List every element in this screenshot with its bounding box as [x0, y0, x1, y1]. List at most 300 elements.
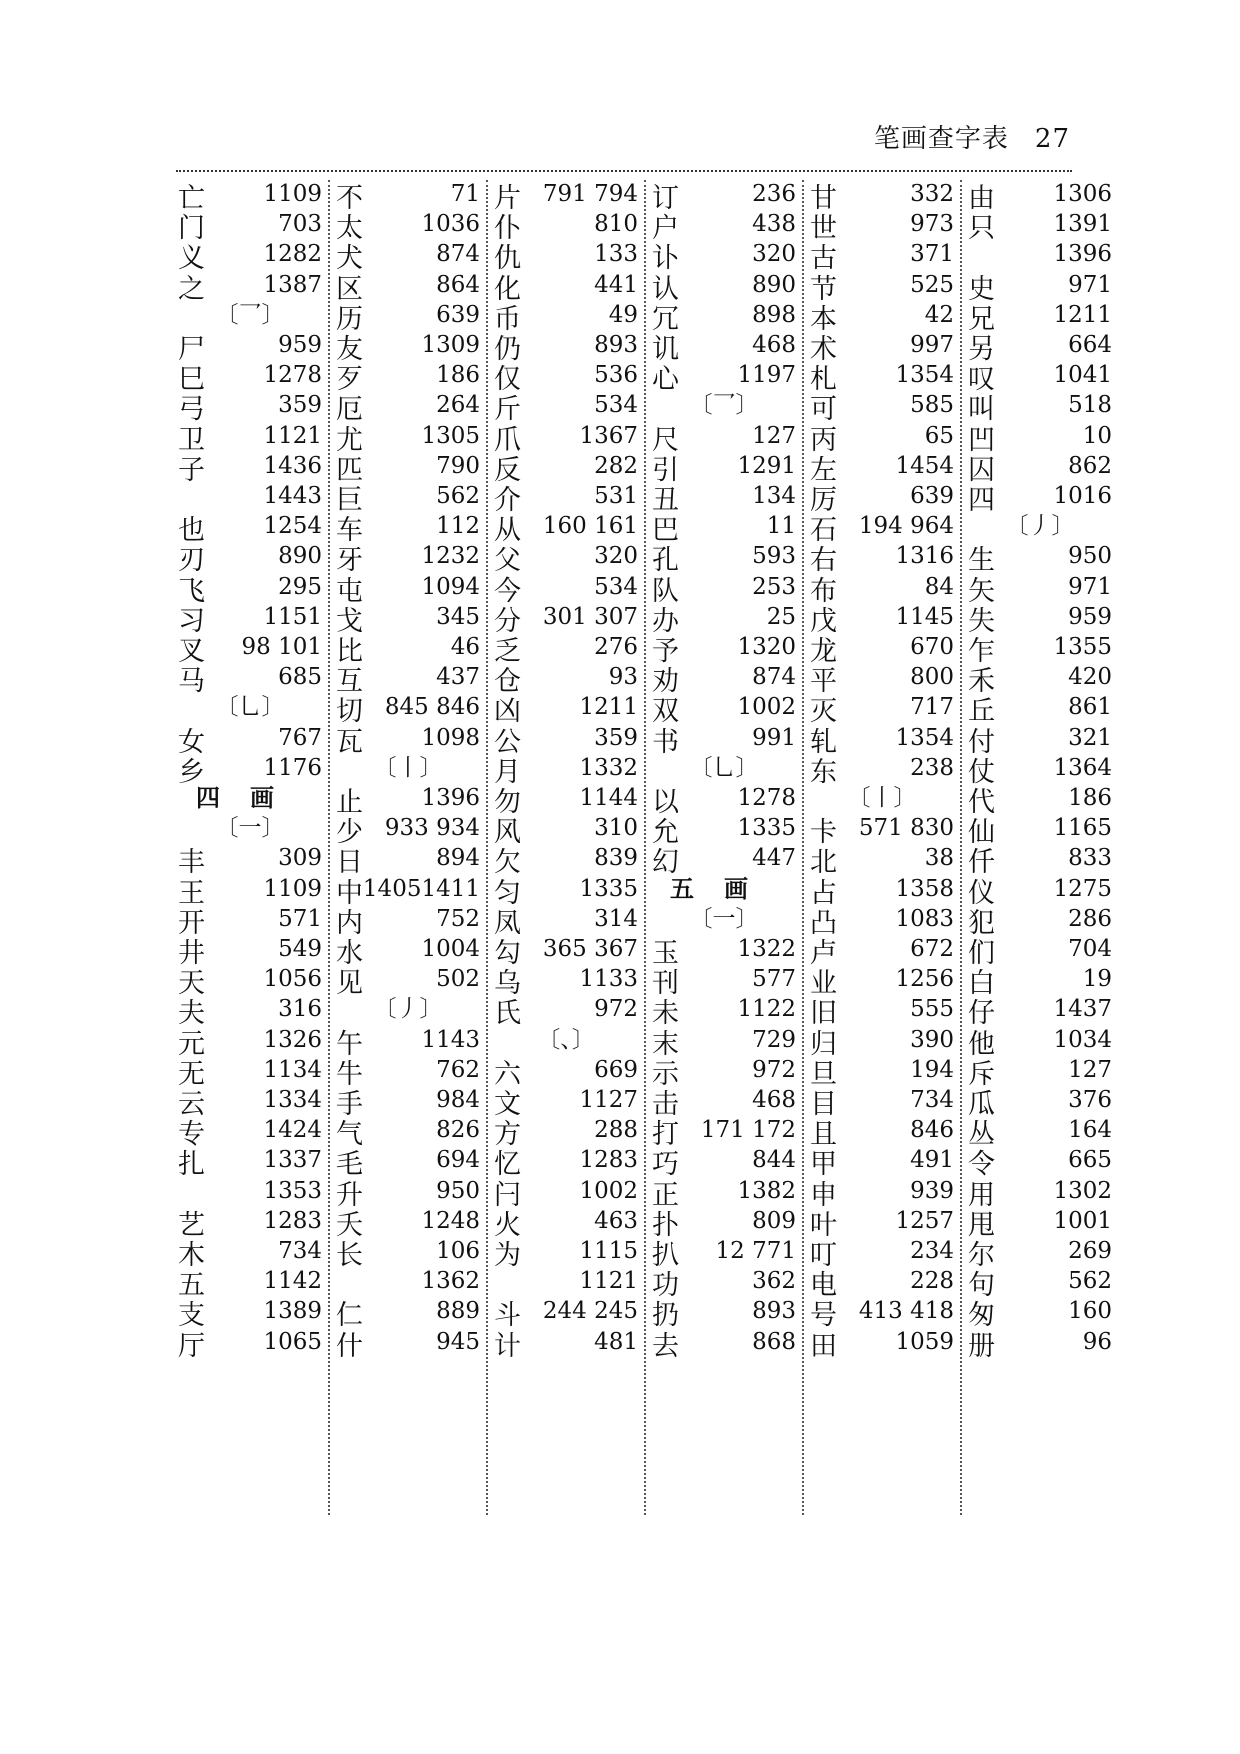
entry-character: 扎 — [178, 1149, 205, 1181]
entry-character: 孔 — [652, 545, 679, 577]
index-entry — [804, 1207, 960, 1241]
entry-character: 札 — [810, 364, 837, 396]
entry-character: 世 — [810, 213, 837, 245]
index-entry — [488, 542, 644, 576]
entry-page-number: 1391 — [1053, 211, 1112, 238]
index-entry — [962, 1207, 1118, 1241]
entry-page-number: 301 307 — [542, 603, 638, 630]
entry-page-number: 359 — [278, 392, 322, 419]
entry-page-number: 1389 — [263, 1298, 322, 1325]
index-entry — [172, 754, 328, 788]
entry-page-number: 1232 — [421, 543, 480, 570]
entry-page-number: 502 — [436, 966, 480, 993]
entry-page-number: 1387 — [263, 271, 322, 298]
entry-page-number: 1133 — [579, 966, 638, 993]
entry-character: 刃 — [178, 545, 205, 577]
entry-character: 末 — [652, 1028, 679, 1060]
entry-page-number: 670 — [910, 634, 954, 660]
entry-character: 父 — [494, 545, 521, 577]
entry-character: 节 — [810, 273, 837, 305]
index-entry — [330, 875, 486, 909]
entry-page-number: 321 — [1068, 724, 1112, 751]
entry-character: 太 — [336, 213, 363, 245]
index-entry — [804, 633, 960, 667]
entry-character: 讣 — [652, 243, 679, 275]
entry-page-number: 84 — [924, 573, 954, 600]
entry-page-number: 893 — [594, 332, 638, 358]
entry-character: 另 — [968, 334, 995, 365]
index-entry — [488, 965, 644, 999]
entry-character: 门 — [178, 213, 205, 245]
entry-character: 氏 — [494, 998, 521, 1030]
index-entry — [804, 995, 960, 1029]
index-entry — [962, 1116, 1118, 1150]
index-entry — [646, 844, 802, 878]
index-entry — [488, 1056, 644, 1090]
index-entry — [804, 754, 960, 788]
entry-character: 止 — [336, 787, 363, 818]
index-entry — [646, 663, 802, 697]
entry-page-number: 234 — [910, 1238, 954, 1264]
index-entry — [962, 210, 1118, 244]
entry-character: 戈 — [336, 605, 363, 637]
entry-character: 予 — [652, 636, 679, 667]
entry-character: 布 — [810, 575, 837, 607]
index-entry — [330, 331, 486, 365]
entry-character: 友 — [336, 334, 363, 365]
entry-page-number: 1326 — [263, 1026, 322, 1053]
entry-page-number: 1358 — [895, 875, 954, 902]
entry-page-number: 762 — [436, 1056, 480, 1083]
entry-page-number: 833 — [1068, 845, 1112, 872]
index-entry — [804, 542, 960, 576]
index-entry — [804, 180, 960, 214]
entry-character: 扔 — [652, 1300, 679, 1332]
entry-character: 冗 — [652, 303, 679, 335]
entry-character: 支 — [178, 1300, 205, 1332]
entry-page-number: 800 — [910, 664, 954, 691]
entry-character: 凶 — [494, 696, 521, 728]
entry-page-number: 1151 — [263, 603, 322, 630]
index-entry — [488, 422, 644, 456]
entry-character: 可 — [810, 394, 837, 426]
entry-character: 术 — [810, 334, 837, 365]
entry-page-number: 868 — [752, 1328, 796, 1355]
index-entry — [804, 1146, 960, 1180]
index-entry — [172, 905, 328, 939]
entry-page-number: 1065 — [263, 1328, 322, 1355]
entry-page-number: 1036 — [421, 211, 480, 238]
entry-page-number: 898 — [752, 301, 796, 328]
stroke-count-heading: 五画 — [670, 874, 778, 903]
index-entry — [172, 875, 328, 909]
entry-page-number: 1098 — [421, 724, 480, 751]
index-entry — [804, 422, 960, 456]
entry-page-number: 790 — [436, 452, 480, 479]
entry-page-number: 1165 — [1053, 815, 1112, 842]
index-entry — [488, 844, 644, 878]
entry-page-number: 1059 — [895, 1328, 954, 1355]
entry-character: 夭 — [336, 1209, 363, 1241]
entry-page-number: 269 — [1068, 1238, 1112, 1264]
index-entry — [804, 965, 960, 999]
index-entry — [646, 1026, 802, 1060]
index-entry — [962, 784, 1118, 818]
entry-character: 打 — [652, 1119, 679, 1151]
entry-character: 什 — [336, 1330, 363, 1362]
index-entry — [804, 1026, 960, 1060]
index-entry — [646, 633, 802, 667]
index-entry — [804, 1056, 960, 1090]
entry-character: 击 — [652, 1089, 679, 1120]
entry-character: 习 — [178, 605, 205, 637]
index-entry — [488, 995, 644, 1029]
entry-page-number: 534 — [594, 392, 638, 419]
index-entry — [172, 210, 328, 244]
index-column — [960, 180, 1118, 1515]
index-entry — [488, 693, 644, 727]
index-entry — [962, 331, 1118, 365]
entry-page-number: 669 — [594, 1056, 638, 1083]
entry-page-number: 1248 — [421, 1207, 480, 1234]
entry-page-number: 1367 — [579, 422, 638, 449]
entry-character: 区 — [336, 273, 363, 305]
radical-section-label: 〔乛〕 — [689, 392, 759, 419]
entry-character: 尸 — [178, 334, 205, 365]
entry-character: 月 — [494, 756, 521, 788]
entry-character: 去 — [652, 1330, 679, 1362]
header-title: 笔画查字表 — [873, 124, 1009, 154]
index-entry — [962, 693, 1118, 727]
entry-page-number: 1254 — [263, 513, 322, 540]
entry-character: 史 — [968, 273, 995, 305]
index-entry — [646, 331, 802, 365]
index-entry — [488, 573, 644, 607]
entry-character: 田 — [810, 1330, 837, 1362]
index-entry — [488, 331, 644, 365]
entry-page-number: 1424 — [263, 1117, 322, 1144]
index-entry — [962, 361, 1118, 395]
entry-page-number: 1335 — [579, 875, 638, 902]
index-entry — [646, 301, 802, 335]
index-entry — [330, 905, 486, 939]
entry-character: 代 — [968, 787, 995, 818]
entry-character: 左 — [810, 454, 837, 486]
entry-page-number: 320 — [752, 241, 796, 268]
entry-character: 未 — [652, 998, 679, 1030]
entry-page-number: 639 — [910, 483, 954, 509]
index-entry — [962, 1297, 1118, 1331]
entry-character: 由 — [968, 183, 995, 214]
index-column — [644, 180, 802, 1515]
entry-page-number: 1121 — [579, 1268, 638, 1295]
radical-section-label: 〔乚〕 — [689, 754, 759, 781]
entry-character: 他 — [968, 1028, 995, 1060]
entry-page-number: 186 — [436, 362, 480, 389]
index-entry — [646, 512, 802, 546]
entry-character: 仔 — [968, 998, 995, 1030]
index-entry — [962, 995, 1118, 1029]
index-entry — [646, 693, 802, 727]
entry-character: 仗 — [968, 756, 995, 788]
entry-character: 无 — [178, 1058, 205, 1090]
entry-page-number: 518 — [1068, 392, 1112, 419]
entry-character: 欠 — [494, 847, 521, 879]
entry-character: 厄 — [336, 394, 363, 426]
index-entry — [172, 1328, 328, 1362]
entry-page-number: 253 — [752, 573, 796, 600]
index-entry — [646, 1297, 802, 1331]
entry-page-number: 950 — [436, 1177, 480, 1204]
entry-page-number: 314 — [594, 905, 638, 932]
entry-page-number: 1034 — [1053, 1026, 1112, 1053]
index-entry — [488, 512, 644, 546]
entry-page-number: 846 — [910, 1117, 954, 1144]
index-entry — [488, 301, 644, 335]
index-entry — [804, 1237, 960, 1271]
entry-page-number: 767 — [278, 724, 322, 751]
entry-character: 劝 — [652, 666, 679, 698]
entry-page-number: 672 — [910, 936, 954, 962]
index-entry — [488, 935, 644, 969]
entry-page-number: 1211 — [579, 694, 638, 721]
entry-page-number: 734 — [910, 1087, 954, 1113]
index-entry — [804, 1267, 960, 1301]
entry-page-number: 171 172 — [700, 1117, 796, 1144]
entry-character: 切 — [336, 696, 363, 728]
entry-page-number: 332 — [910, 181, 954, 207]
entry-character: 车 — [336, 515, 363, 547]
index-entry — [646, 1177, 802, 1211]
index-entry — [646, 814, 802, 848]
index-entry — [804, 1177, 960, 1211]
index-entry — [330, 1297, 486, 1331]
entry-character: 斥 — [968, 1058, 995, 1090]
index-entry — [646, 1116, 802, 1150]
entry-character: 勿 — [494, 787, 521, 818]
index-entry — [172, 361, 328, 395]
index-entry — [172, 995, 328, 1029]
index-entry — [804, 814, 960, 848]
radical-section-label: 〔丨〕 — [373, 754, 443, 781]
entry-character: 王 — [178, 877, 205, 909]
entry-character: 为 — [494, 1240, 521, 1271]
entry-character: 四 — [968, 485, 995, 516]
entry-character: 书 — [652, 726, 679, 758]
entry-character: 互 — [336, 666, 363, 698]
entry-page-number: 984 — [436, 1087, 480, 1113]
index-entry — [172, 844, 328, 878]
index-entry — [804, 603, 960, 637]
entry-character: 也 — [178, 515, 205, 547]
entry-page-number: 729 — [752, 1026, 796, 1053]
entry-page-number: 571 — [278, 905, 322, 932]
index-entry — [330, 1207, 486, 1241]
index-entry — [330, 210, 486, 244]
entry-page-number: 939 — [910, 1177, 954, 1204]
entry-page-number: 1354 — [895, 362, 954, 389]
entry-character: 讥 — [652, 334, 679, 365]
entry-character: 叮 — [810, 1240, 837, 1271]
entry-character: 队 — [652, 575, 679, 607]
index-entry — [804, 573, 960, 607]
entry-page-number: 127 — [1068, 1056, 1112, 1083]
entry-page-number: 704 — [1068, 936, 1112, 962]
entry-character: 业 — [810, 968, 837, 1000]
entry-page-number: 25 — [766, 603, 796, 630]
index-entry — [172, 633, 328, 667]
entry-page-number: 42 — [924, 301, 954, 328]
entry-page-number: 310 — [594, 815, 638, 842]
index-entry — [172, 331, 328, 365]
index-entry — [646, 542, 802, 576]
index-entry — [962, 663, 1118, 697]
entry-page-number: 362 — [752, 1268, 796, 1295]
entry-character: 爪 — [494, 424, 521, 456]
entry-page-number: 1309 — [421, 332, 480, 358]
entry-character: 斗 — [494, 1300, 521, 1332]
entry-page-number: 1443 — [263, 483, 322, 509]
entry-character: 号 — [810, 1300, 837, 1332]
entry-character: 电 — [810, 1270, 837, 1302]
entry-character: 厉 — [810, 485, 837, 516]
entry-page-number: 874 — [436, 241, 480, 268]
entry-character: 从 — [494, 515, 521, 547]
entry-page-number: 38 — [924, 845, 954, 872]
index-entry — [172, 1116, 328, 1150]
entry-page-number: 11 — [766, 513, 796, 540]
index-entry — [330, 1086, 486, 1120]
entry-character: 甩 — [968, 1209, 995, 1241]
entry-page-number: 244 245 — [542, 1298, 638, 1325]
entry-character: 毛 — [336, 1149, 363, 1181]
entry-page-number: 845 846 — [384, 694, 480, 721]
entry-page-number: 1302 — [1053, 1177, 1112, 1204]
index-entry — [488, 603, 644, 637]
index-entry — [330, 361, 486, 395]
entry-character: 叶 — [810, 1209, 837, 1241]
entry-character: 丙 — [810, 424, 837, 456]
entry-character: 双 — [652, 696, 679, 728]
entry-page-number: 810 — [594, 211, 638, 238]
entry-character: 井 — [178, 938, 205, 969]
entry-character: 牙 — [336, 545, 363, 577]
entry-page-number: 1127 — [579, 1087, 638, 1113]
entry-character: 忆 — [494, 1149, 521, 1181]
index-entry — [330, 844, 486, 878]
entry-page-number: 585 — [910, 392, 954, 419]
entry-character: 闩 — [494, 1179, 521, 1211]
index-entry — [646, 1267, 802, 1301]
entry-page-number: 316 — [278, 996, 322, 1023]
entry-page-number: 1396 — [1053, 241, 1112, 268]
entry-character: 灭 — [810, 696, 837, 728]
entry-page-number: 1094 — [421, 573, 480, 600]
index-entry — [488, 361, 644, 395]
index-entry — [646, 724, 802, 758]
index-entry — [804, 693, 960, 727]
index-entry — [804, 452, 960, 486]
entry-character: 马 — [178, 666, 205, 698]
entry-page-number: 1396 — [421, 785, 480, 811]
entry-character: 元 — [178, 1028, 205, 1060]
entry-character: 飞 — [178, 575, 205, 607]
entry-page-number: 703 — [278, 211, 322, 238]
index-entry — [804, 1086, 960, 1120]
entry-character: 不 — [336, 183, 363, 214]
entry-character: 卡 — [810, 817, 837, 849]
index-entry — [172, 482, 328, 516]
index-entry — [330, 573, 486, 607]
entry-character: 仆 — [494, 213, 521, 245]
index-entry — [330, 452, 486, 486]
entry-character: 化 — [494, 273, 521, 305]
entry-page-number: 46 — [450, 634, 480, 660]
index-entry — [962, 301, 1118, 335]
stroke-count-heading: 四画 — [196, 784, 304, 812]
entry-page-number: 228 — [910, 1268, 954, 1295]
entry-page-number: 694 — [436, 1147, 480, 1174]
index-entry — [172, 1026, 328, 1060]
entry-character: 引 — [652, 454, 679, 486]
index-entry — [646, 995, 802, 1029]
index-entry — [804, 271, 960, 305]
entry-character: 水 — [336, 938, 363, 969]
entry-page-number: 98 101 — [241, 634, 322, 660]
index-entry — [488, 391, 644, 425]
radical-section-label: 〔乚〕 — [215, 694, 285, 721]
entry-page-number: 1257 — [895, 1207, 954, 1234]
index-entry — [646, 422, 802, 456]
entry-character: 旧 — [810, 998, 837, 1030]
index-entry — [804, 724, 960, 758]
entry-page-number: 71 — [450, 181, 480, 207]
entry-character: 占 — [810, 877, 837, 909]
index-entry — [330, 482, 486, 516]
index-column — [486, 180, 644, 1515]
entry-page-number: 1278 — [737, 785, 796, 811]
entry-character: 们 — [968, 938, 995, 969]
entry-character: 犯 — [968, 907, 995, 939]
entry-page-number: 194 964 — [858, 513, 954, 540]
index-entry — [962, 1146, 1118, 1180]
index-entry — [330, 301, 486, 335]
index-entry — [488, 271, 644, 305]
entry-character: 屯 — [336, 575, 363, 607]
entry-page-number: 893 — [752, 1298, 796, 1325]
entry-page-number: 1332 — [579, 754, 638, 781]
entry-page-number: 593 — [752, 543, 796, 570]
entry-page-number: 1337 — [263, 1147, 322, 1174]
entry-character: 平 — [810, 666, 837, 698]
entry-character: 方 — [494, 1119, 521, 1151]
entry-page-number: 441 — [594, 271, 638, 298]
index-entry — [488, 633, 644, 667]
entry-character: 丛 — [968, 1119, 995, 1151]
index-entry — [330, 391, 486, 425]
index-entry — [488, 875, 644, 909]
entry-character: 气 — [336, 1119, 363, 1151]
entry-page-number: 320 — [594, 543, 638, 570]
entry-page-number: 420 — [1068, 664, 1112, 691]
entry-page-number: 1001 — [1053, 1207, 1112, 1234]
index-entry — [488, 1177, 644, 1211]
index-entry — [488, 452, 644, 486]
entry-character: 卢 — [810, 938, 837, 969]
entry-page-number: 282 — [594, 452, 638, 479]
entry-page-number: 1134 — [263, 1056, 322, 1083]
index-entry — [330, 693, 486, 727]
